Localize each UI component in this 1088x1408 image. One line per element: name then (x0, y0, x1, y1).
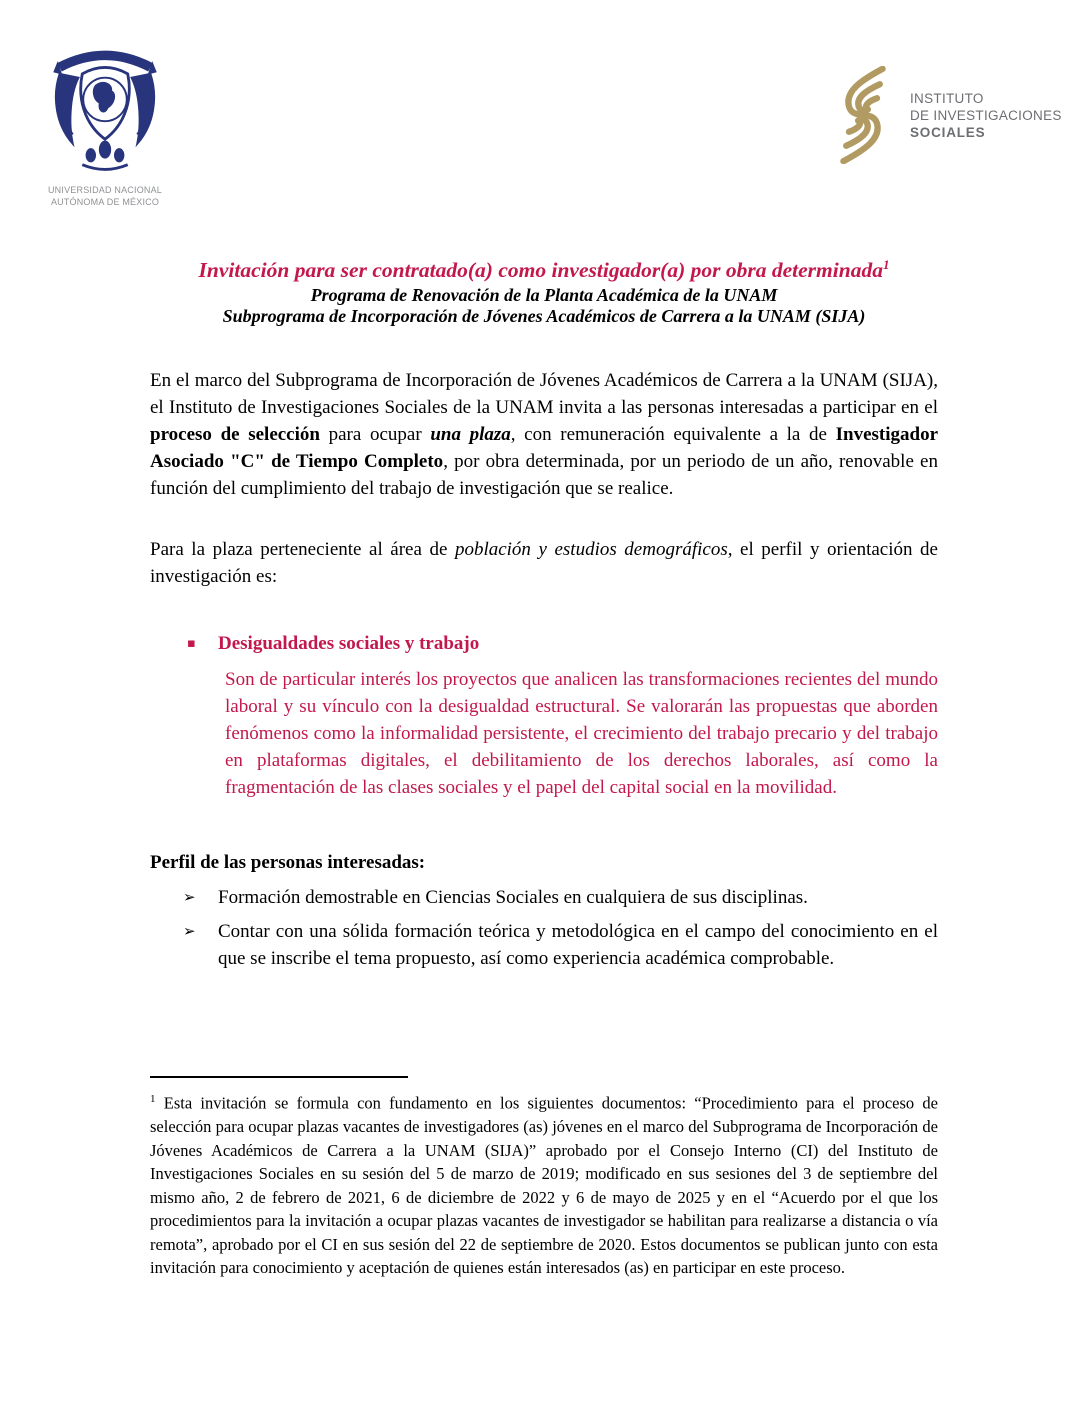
unam-logo (42, 36, 168, 208)
iis-logo-icon (828, 66, 898, 164)
area-paragraph: Para la plaza perteneciente al área de población y estudios demográficos, el perfil y orientación de investigación es: (150, 539, 938, 588)
list-item: ➢ Formación demostrable en Ciencias Sociales en cualquiera de sus disciplinas. (150, 884, 938, 911)
page-title: Invitación para ser contratado(a) como investigador(a) por obra determinada$^1$ (198, 257, 890, 283)
intro-paragraph: En el marco del Subprograma de Incorporación de Jóvenes Académicos de Carrera a la UNAM (SIJA), el Instituto de Investigaciones Sociales de la UNAM invita a las personas interesadas a participar en el proceso de selección para ocupar una plaza, con remuneración equivalente a la de Investigador Asociado "C" de Tiempo Completo, por obra determinada, por un periodo de un año, renovable en función del cumplimiento del trabajo de investigación que se realice. (150, 370, 939, 500)
bold-plaza-categoria: Investigador Asociado "C" de Tiempo Completo (150, 424, 939, 473)
footnote-ref: 1 (150, 1093, 156, 1105)
iis-name-line1: INSTITUTO (910, 90, 984, 106)
square-bullet-icon: ▪ (187, 636, 196, 652)
footnote-section (150, 1076, 938, 1280)
arrow-bullet-icon: ➢ (183, 888, 196, 907)
bold-una-plaza: una plaza (430, 424, 511, 446)
subtitle-programa: Programa de Renovación de la Planta Académica de la UNAM (310, 285, 778, 306)
subtitle-subprograma: Subprograma de Incorporación de Jóvenes Académicos de Carrera a la UNAM (SIJA) (222, 306, 866, 327)
italic-area-name: población y estudios demográficos (454, 539, 728, 561)
unam-caption-line2: AUTÓNOMA DE MÉXICO (50, 197, 160, 207)
unam-crest-icon (42, 36, 168, 178)
iis-name-line3: SOCIALES (910, 124, 986, 140)
iis-name-line2: DE INVESTIGACIONES (910, 107, 1062, 123)
perfil-heading: Perfil de las personas interesadas: (150, 852, 426, 874)
perfil-list (150, 884, 938, 972)
arrow-bullet-icon: ➢ (183, 922, 196, 941)
iis-logo (828, 66, 1062, 164)
focus-area-description: Son de particular interés los proyectos que analicen las transformaciones recientes del mundo laboral y su vínculo con la desigualdad estructural. Se valorarán las propuestas que aborden fenómenos como la informalidad persistente, el crecimiento del trabajo precario y del trabajo en plataformas digitales, el debilitamiento de los derechos laborales, así como la fragmentación de las clases sociales y el papel del capital social en la movilidad. (225, 669, 938, 799)
list-item: ➢ Contar con una sólida formación teórica y metodológica en el campo del conocimiento en el que se inscribe el tema propuesto, así como experiencia académica comprobable. (150, 918, 938, 972)
title-footnote-ref: 1 (882, 257, 890, 272)
focus-area-heading: ▪ Desigualdades sociales y trabajo (150, 630, 938, 658)
footnote-separator (150, 1076, 408, 1078)
unam-caption-line1: UNIVERSIDAD NACIONAL (47, 185, 163, 195)
document-body (150, 250, 938, 979)
footnote-text: $^1$ Esta invitación se formula con fundamento en los siguientes documentos: “Procedimiento para el proceso de selección para ocupar plazas vacantes de investigadores (as) jóvenes en el marco del Subprograma de Incorporación de Jóvenes Académicos de Carrera a la UNAM (SIJA)” aprobado por el Consejo Interno (CI) del Instituto de Investigaciones Sociales en su sesión del 5 de marzo de 2019; modificado en sus sesiones del 3 de septiembre del mismo año, 2 de febrero de 2021, 6 de diciembre de 2022 y 6 de mayo de 2025 y en el “Acuerdo por el que los procedimientos para la invitación a ocupar plazas vacantes de investigador se habilitan para realizarse a distancia o vía remota”, aprobado por el CI en sus sesión del 22 de septiembre de 2020. Estos documentos se publican junto con esta invitación para conocimiento y aceptación de quienes están interesados (as) en participar en este proceso. (150, 1093, 938, 1277)
bold-proceso-seleccion: proceso de selección (150, 424, 320, 446)
